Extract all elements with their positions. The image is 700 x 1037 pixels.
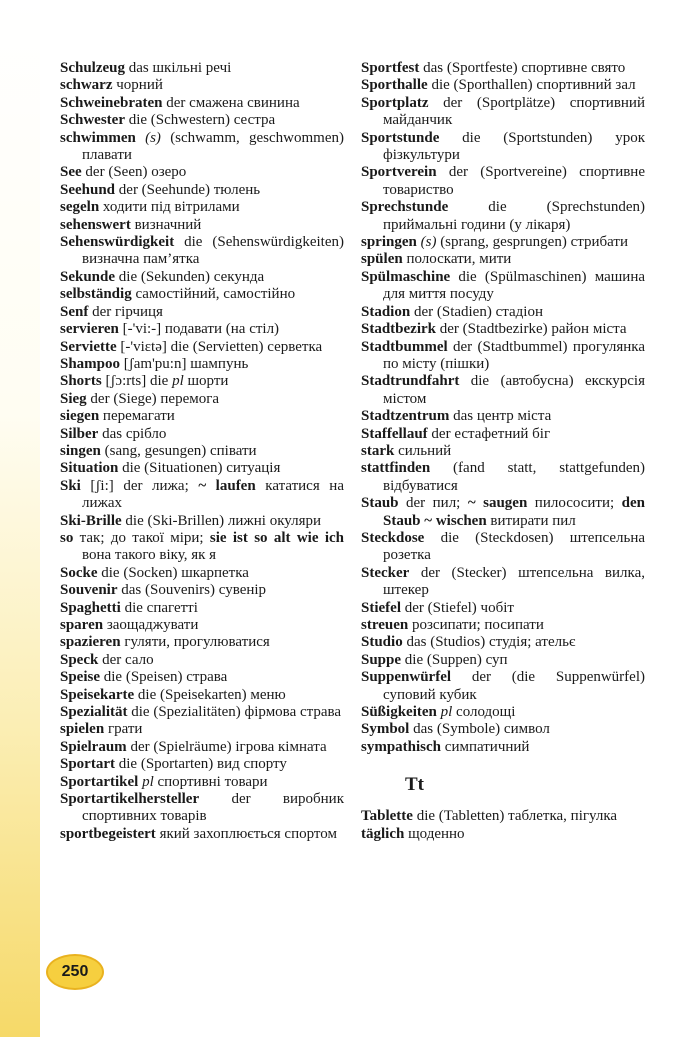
definition-text: der (Stadtbezirke) район міста (436, 321, 627, 338)
headword: Speck (60, 651, 99, 668)
dictionary-entry (60, 704, 344, 721)
definition-text: die (автобусна) екскурсія містом (383, 373, 645, 407)
dictionary-entry (361, 408, 645, 425)
definition-text: [-'viɛtə] die (Servietten) серветка (116, 338, 323, 355)
dictionary-entry (60, 530, 344, 565)
headword: Stadtbezirk (361, 321, 436, 338)
dictionary-entry (361, 443, 645, 460)
dictionary-entry (60, 356, 344, 373)
definition-text: солодощі (452, 704, 516, 721)
headword: Silber (60, 425, 99, 442)
dictionary-entry (60, 408, 344, 425)
headword: Spielraum (60, 738, 127, 755)
definition-text: die (Steckdosen) штепсельна розетка (383, 529, 645, 564)
headword: Schwester (60, 112, 125, 129)
definition-text: гуляти, прогулюватися (120, 634, 270, 651)
dictionary-entry (60, 234, 344, 269)
dictionary-entry (361, 60, 645, 77)
dictionary-entry (60, 60, 344, 77)
definition-text: der (Stadien) стадіон (410, 303, 543, 320)
definition-text: die (Sekunden) секунда (115, 268, 265, 285)
definition-text: das шкільні речі (125, 60, 232, 76)
grammar-mark: pl (440, 704, 453, 721)
dictionary-entry (60, 304, 344, 321)
definition-text: die (Tabletten) таблетка, пігулка (412, 808, 618, 825)
headword: schwimmen (60, 129, 136, 146)
headword: den Staub ~ wischen (383, 495, 645, 529)
definition-text: der (Seehunde) тюлень (115, 181, 261, 198)
headword: sympathisch (361, 738, 442, 755)
dictionary-entry (361, 495, 645, 530)
headword: Sprechstunde (361, 199, 449, 216)
grammar-mark: (s) (420, 234, 437, 251)
headword: Symbol (361, 721, 410, 738)
definition-text: das (Souvenirs) сувенір (117, 582, 267, 599)
dictionary-entry (60, 478, 344, 513)
headword: Sporthalle (361, 77, 428, 94)
dictionary-entry (361, 269, 645, 304)
definition-text: перемагати (99, 408, 175, 425)
definition-text: щоденно (404, 825, 465, 842)
definition-text: der пил; (398, 495, 468, 512)
definition-text: die (Socken) шкарпетка (97, 564, 249, 581)
definition-text: die (Speisen) страва (100, 669, 228, 686)
headword: Sportstunde (361, 129, 440, 146)
headword: Shampoo (60, 355, 121, 372)
dictionary-entry (361, 634, 645, 651)
definition-text: der естафетний біг (427, 425, 551, 442)
headword: Socke (60, 564, 98, 581)
dictionary-entry (60, 373, 344, 390)
dictionary-entry (60, 321, 344, 338)
headword: sehenswert (60, 216, 131, 233)
headword: Schweinebraten (60, 94, 163, 111)
definition-text: die (Sportstunden) урок фізкультури (383, 129, 645, 164)
dictionary-entry (361, 234, 645, 251)
definition-text: die (Spülmaschinen) машина для миття посуду (383, 268, 645, 303)
dictionary-entry (60, 774, 344, 791)
definition-text: die (Sprechstunden) приймальні години (у лікаря) (383, 199, 645, 233)
dictionary-entry (60, 687, 344, 704)
dictionary-entry (361, 565, 645, 600)
headword: Sportplatz (361, 94, 429, 111)
headword: Tablette (361, 808, 413, 825)
definition-text: die (Schwestern) сестра (124, 112, 276, 129)
definition-text: der гірчиця (88, 303, 163, 320)
dictionary-entry (361, 530, 645, 565)
headword: Sekunde (60, 268, 116, 285)
dictionary-entry (361, 426, 645, 443)
dictionary-entry (60, 634, 344, 651)
headword: Sportartikel (60, 773, 139, 790)
dictionary-entry (60, 112, 344, 129)
dictionary-entry (361, 652, 645, 669)
dictionary-entry (60, 199, 344, 216)
grammar-mark: pl (142, 773, 154, 790)
headword: Sportartikelhersteller (60, 791, 200, 808)
dictionary-entry (361, 95, 645, 130)
definition-text: die (Sehenswürdigkeiten) визначна пам’ятка (82, 234, 344, 268)
dictionary-entry (361, 721, 645, 738)
dictionary-entry (60, 182, 344, 199)
definition-text: шорти (183, 373, 229, 390)
definition-text: der (Stadtbummel) прогулянка по місту (пішки) (383, 338, 645, 372)
grammar-mark: (s) (145, 129, 161, 146)
definition-text: визначний (130, 216, 202, 233)
definition-text: [-'vi:-] подавати (на стіл) (118, 321, 280, 338)
definition-text: der (Stiefel) чобіт (400, 599, 514, 616)
headword: Sieg (60, 390, 87, 407)
headword: stark (361, 442, 395, 459)
headword: so (60, 529, 74, 546)
definition-text: (sprang, gesprungen) стрибати (436, 234, 628, 251)
definition-text: [ʃɔ:rts] die (101, 373, 173, 390)
definition-text: сильний (394, 442, 452, 459)
headword: See (60, 164, 82, 181)
dictionary-entry (60, 217, 344, 234)
dictionary-entry (361, 617, 645, 634)
dictionary-entry (361, 130, 645, 165)
dictionary-entry (60, 565, 344, 582)
headword: Senf (60, 303, 89, 320)
headword: Stecker (361, 564, 410, 581)
headword: Shorts (60, 373, 102, 390)
definition-text: [ʃam'pu:n] шампунь (120, 355, 249, 372)
definition-text: полоскати, мити (402, 251, 512, 268)
dictionary-entry (60, 426, 344, 443)
headword: springen (361, 234, 417, 251)
dictionary-entry (60, 460, 344, 477)
right-column (361, 60, 645, 843)
headword: Seehund (60, 181, 116, 198)
headword: Suppe (361, 651, 402, 668)
headword: streuen (361, 617, 409, 633)
dictionary-entry (361, 164, 645, 199)
page-edge-gradient (0, 0, 40, 1037)
definition-text: der (die Suppenwürfel) суповий кубик (383, 669, 645, 703)
headword: Spülmaschine (361, 268, 451, 285)
dictionary-entry (60, 77, 344, 94)
dictionary-entry (361, 826, 645, 843)
definition-text (136, 130, 145, 146)
definition-text: die (Suppen) суп (401, 651, 508, 668)
headword: Spezialität (60, 704, 128, 721)
headword: spülen (361, 251, 403, 268)
definition-text: das центр міста (449, 408, 552, 425)
dictionary-entry (60, 617, 344, 634)
headword: selbständig (60, 286, 132, 303)
dictionary-entry (60, 286, 344, 303)
definition-text: der (Stecker) штепсельна вилка, штекер (383, 564, 645, 599)
definition-text: die (Sporthallen) спортивний зал (427, 77, 636, 94)
definition-text: розсипати; посипати (408, 617, 544, 633)
headword: Speise (60, 669, 101, 686)
dictionary-entry (60, 95, 344, 112)
headword: spazieren (60, 634, 121, 651)
headword: Stadtbummel (361, 338, 448, 355)
dictionary-entry (60, 582, 344, 599)
definition-text: заощаджувати (103, 617, 199, 633)
dictionary-entry (361, 669, 645, 704)
headword: Stiefel (361, 599, 401, 616)
headword: Steckdose (361, 529, 425, 546)
headword: stattfinden (361, 460, 431, 477)
dictionary-entry (60, 826, 344, 843)
headword: Staffellauf (361, 425, 428, 442)
headword: sparen (60, 617, 104, 633)
definition-text: [ʃi:] der лижа; (80, 477, 199, 494)
dictionary-entry (60, 600, 344, 617)
dictionary-entry (60, 791, 344, 826)
dictionary-entry (361, 739, 645, 756)
page-number: 250 (46, 954, 104, 990)
dictionary-entry (60, 721, 344, 738)
grammar-mark: pl (172, 373, 184, 390)
definition-text: так; до такої міри; (73, 529, 210, 546)
definition-text: витирати пил (486, 512, 576, 529)
dictionary-entry (60, 339, 344, 356)
headword: Studio (361, 634, 403, 651)
definition-text: der (Seen) озеро (81, 164, 187, 181)
dictionary-entry (361, 251, 645, 268)
definition-text: (schwamm, geschwommen) плавати (82, 129, 344, 164)
section-header-tt: Tt (405, 774, 424, 796)
dictionary-entry (361, 321, 645, 338)
dictionary-entry (361, 199, 645, 234)
dictionary-entry (361, 704, 645, 721)
headword: Stadion (361, 303, 411, 320)
headword: Suppenwürfel (361, 669, 452, 686)
headword: servieren (60, 321, 119, 338)
definition-text: die (Sportarten) вид спорту (115, 756, 287, 773)
dictionary-entry (60, 652, 344, 669)
definition-text: der смажена свинина (162, 94, 300, 111)
headword: Sportverein (361, 164, 437, 181)
definition-text: die (Ski-Brillen) лижні окуляри (121, 512, 322, 529)
dictionary-entry (361, 808, 645, 825)
left-column (60, 60, 344, 843)
headword: sportbegeistert (60, 825, 156, 842)
definition-text: самостійний, самостійно (131, 286, 296, 303)
headword: segeln (60, 199, 100, 216)
definition-text: der (Sportvereine) спортивне товариство (383, 164, 645, 198)
headword: Schulzeug (60, 60, 126, 76)
headword: Stadtzentrum (361, 408, 450, 425)
dictionary-entry (60, 269, 344, 286)
definition-text: ходити під вітрилами (99, 199, 240, 216)
dictionary-entry (60, 513, 344, 530)
definition-text: der (Siege) перемога (86, 390, 220, 407)
dictionary-entry (60, 443, 344, 460)
headword: Serviette (60, 338, 117, 355)
definition-text: die (Spezialitäten) фірмова страва (127, 704, 342, 721)
definition-text: der (Sportplätze) спортивний майданчик (383, 94, 645, 129)
headword: singen (60, 442, 101, 459)
dictionary-entry (361, 77, 645, 94)
dictionary-entry (60, 164, 344, 181)
definition-text: (fand statt, stattgefunden) відбуватися (383, 460, 645, 494)
dictionary-entry (60, 739, 344, 756)
headword: Sportart (60, 756, 115, 773)
definition-text: спортивні товари (153, 773, 268, 790)
dictionary-entry (361, 460, 645, 495)
definition-text: das срібло (98, 425, 167, 442)
headword: Süßigkeiten (361, 704, 437, 721)
dictionary-entry (60, 669, 344, 686)
definition-text: der виробник спортивних товарів (82, 791, 344, 825)
definition-text: der (Spielräume) ігрова кімната (126, 738, 327, 755)
definition-text: das (Studios) студія; ательє (402, 634, 576, 651)
definition-text: пилососити; (527, 495, 622, 512)
dictionary-entry (361, 304, 645, 321)
headword: Sportfest (361, 60, 420, 76)
headword: Situation (60, 460, 119, 477)
definition-text: das (Symbole) символ (409, 721, 550, 738)
headword: Souvenir (60, 582, 118, 599)
headword: täglich (361, 825, 405, 842)
right-column-entries-t (361, 808, 645, 843)
headword: siegen (60, 408, 100, 425)
definition-text: симпатичний (441, 738, 530, 755)
definition-text: der сало (98, 651, 154, 668)
definition-text: (sang, gesungen) співати (100, 442, 257, 459)
headword: Staub (361, 495, 399, 512)
dictionary-entry (361, 339, 645, 374)
headword: spielen (60, 721, 105, 738)
right-column-entries (361, 60, 645, 756)
headword: Ski (60, 477, 81, 494)
definition-text: die (Speisekarten) меню (134, 686, 286, 703)
headword: sie ist so alt wie ich (209, 529, 344, 546)
headword: Spaghetti (60, 599, 121, 616)
headword: schwarz (60, 77, 113, 94)
definition-text: чорний (112, 77, 163, 94)
dictionary-entry (60, 391, 344, 408)
definition-text: який захоплюється спортом (155, 825, 337, 842)
dictionary-entry (60, 130, 344, 165)
dictionary-entry (361, 373, 645, 408)
headword: Sehenswürdigkeit (60, 234, 175, 251)
definition-text: die (Situationen) ситуація (118, 460, 281, 477)
headword: Stadtrundfahrt (361, 373, 460, 390)
headword: Speisekarte (60, 686, 135, 703)
definition-text: кататися на лижах (82, 477, 344, 512)
definition-text: das (Sportfeste) спортивне свято (419, 60, 626, 76)
headword: ~ saugen (467, 495, 528, 512)
definition-text: die спагетті (120, 599, 198, 616)
definition-text: вона такого віку, як я (82, 547, 217, 564)
definition-text: грати (104, 721, 143, 738)
headword: ~ laufen (198, 477, 256, 494)
dictionary-entry (60, 756, 344, 773)
dictionary-entry (361, 600, 645, 617)
headword: Ski-Brille (60, 512, 122, 529)
